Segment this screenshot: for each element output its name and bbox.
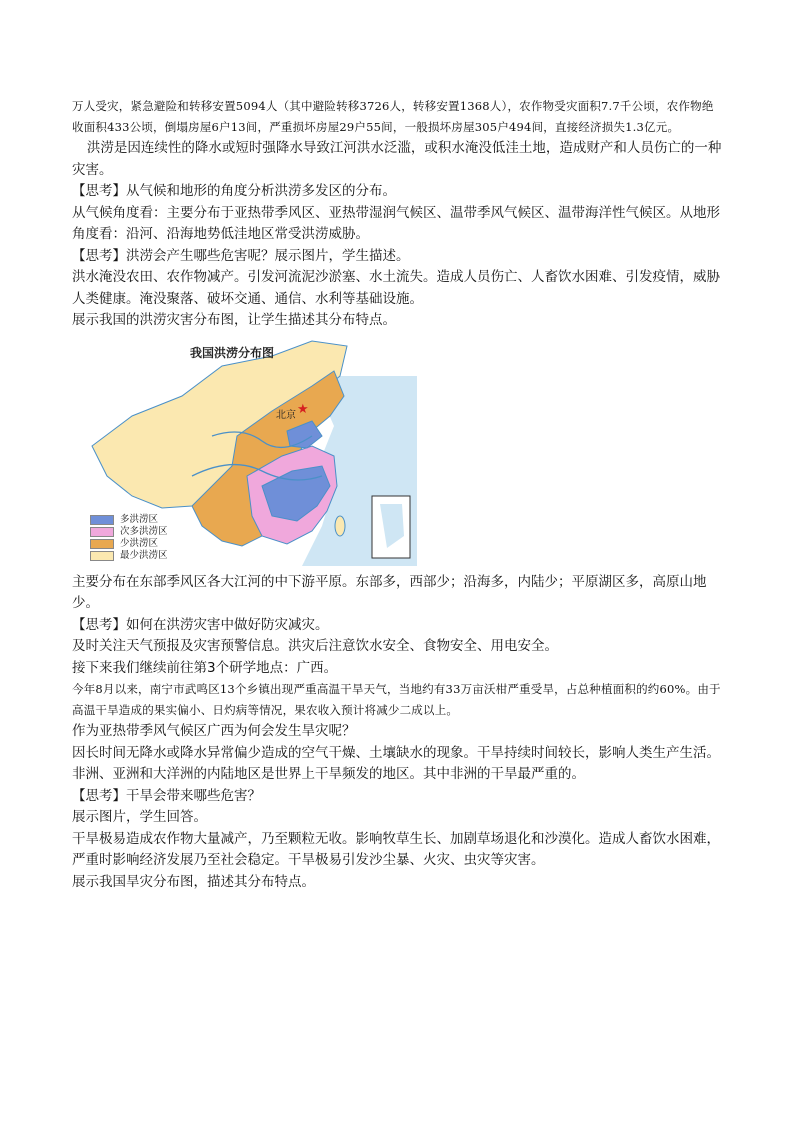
drought-news-paragraph: 今年8月以来，南宁市武鸣区13个乡镇出现严重高温干旱天气，当地约有33万亩沃柑严重受旱，占总种植面积的约60%。由于高温干旱造成的果实偏小、日灼病等情况，果农收入预计将减少二成以上。 [72, 682, 721, 717]
drought-question: 作为亚热带季风气候区广西为何会发生旱灾呢？ [72, 723, 356, 739]
think-question-1: 【思考】从气候和地形的角度分析洪涝多发区的分布。 [72, 183, 396, 199]
show-flood-map-text: 展示我国的洪涝灾害分布图，让学生描述其分布特点。 [72, 312, 396, 328]
document-page [72, 96, 722, 893]
legend-item [90, 550, 168, 562]
next-location-text: 接下来我们继续前往第3个研学地点：广西。 [72, 659, 338, 676]
legend-swatch-second [90, 527, 114, 537]
show-images-text: 展示图片，学生回答。 [72, 809, 207, 825]
flood-distribution-answer: 主要分布在东部季风区各大江河的中下游平原。东部多，西部少；沿海多，内陆少；平原湖区多，高原山地少。 [72, 573, 707, 611]
legend-item [90, 526, 168, 538]
answer-flood-hazards: 洪水淹没农田、农作物减产。引发河流泥沙淤塞、水土流失。造成人员伤亡、人畜饮水困难、引发疫情，威胁人类健康。淹没聚落、破坏交通、通信、水利等基础设施。 [72, 269, 720, 307]
answer-climate-terrain: 从气候角度看：主要分布于亚热带季风区、亚热带湿润气候区、温带季风气候区、温带海洋性气候区。从地形角度看：沿河、沿海地势低洼地区常受洪涝威胁。 [72, 204, 720, 242]
flood-definition: 洪涝是因连续性的降水或短时强降水导致江河洪水泛滥，或积水淹没低洼土地，造成财产和人员伤亡的一种灾害。 [72, 140, 722, 178]
think-question-3: 【思考】如何在洪涝灾害中做好防灾减灾。 [72, 616, 329, 633]
answer-drought-hazards: 干旱极易造成农作物大量减产，乃至颗粒无收。影响牧草生长、加剧草场退化和沙漠化。造成人畜饮水困难，严重时影响经济发展乃至社会稳定。干旱极易引发沙尘暴、火灾、虫灾等灾害。 [72, 830, 720, 868]
answer-prevention: 及时关注天气预报及灾害预警信息。洪灾后注意饮水安全、食物安全、用电安全。 [72, 638, 558, 654]
beijing-label: 北京 [276, 409, 296, 421]
map-title: 我国洪涝分布图 [190, 345, 275, 360]
legend-item [90, 514, 168, 526]
legend-label: 少洪涝区 [120, 537, 159, 549]
legend-label: 次多洪涝区 [120, 525, 168, 537]
legend-swatch-least [90, 551, 114, 561]
legend-label: 多洪涝区 [120, 513, 159, 525]
drought-definition: 因长时间无降水或降水异常偏少造成的空气干燥、土壤缺水的现象。干旱持续时间较长，影响人类生产生活。非洲、亚洲和大洋洲的内陆地区是世界上干旱频发的地区。其中非洲的干旱最严重的。 [72, 744, 720, 782]
legend-swatch-low [90, 539, 114, 549]
legend-swatch-most [90, 515, 114, 525]
think-question-4: 【思考】干旱会带来哪些危害？ [72, 787, 261, 804]
flood-distribution-map [72, 336, 417, 566]
disaster-stats-paragraph: 万人受灾，紧急避险和转移安置5094人（其中避险转移3726人，转移安置1368人），农作物受灾面积7.7千公顷，农作物绝收面积433公顷，倒塌房屋6户13间，严重损坏房屋29户55间，一般损坏房屋305户494间，直接经济损失1.3亿元。 [72, 99, 714, 134]
legend-label: 最少洪涝区 [120, 549, 168, 561]
show-drought-map-text: 展示我国旱灾分布图，描述其分布特点。 [72, 873, 315, 890]
map-legend [90, 514, 168, 562]
legend-item [90, 538, 168, 550]
capital-star-icon: ★ [297, 401, 309, 417]
think-question-2: 【思考】洪涝会产生哪些危害呢？展示图片，学生描述。 [72, 247, 410, 264]
